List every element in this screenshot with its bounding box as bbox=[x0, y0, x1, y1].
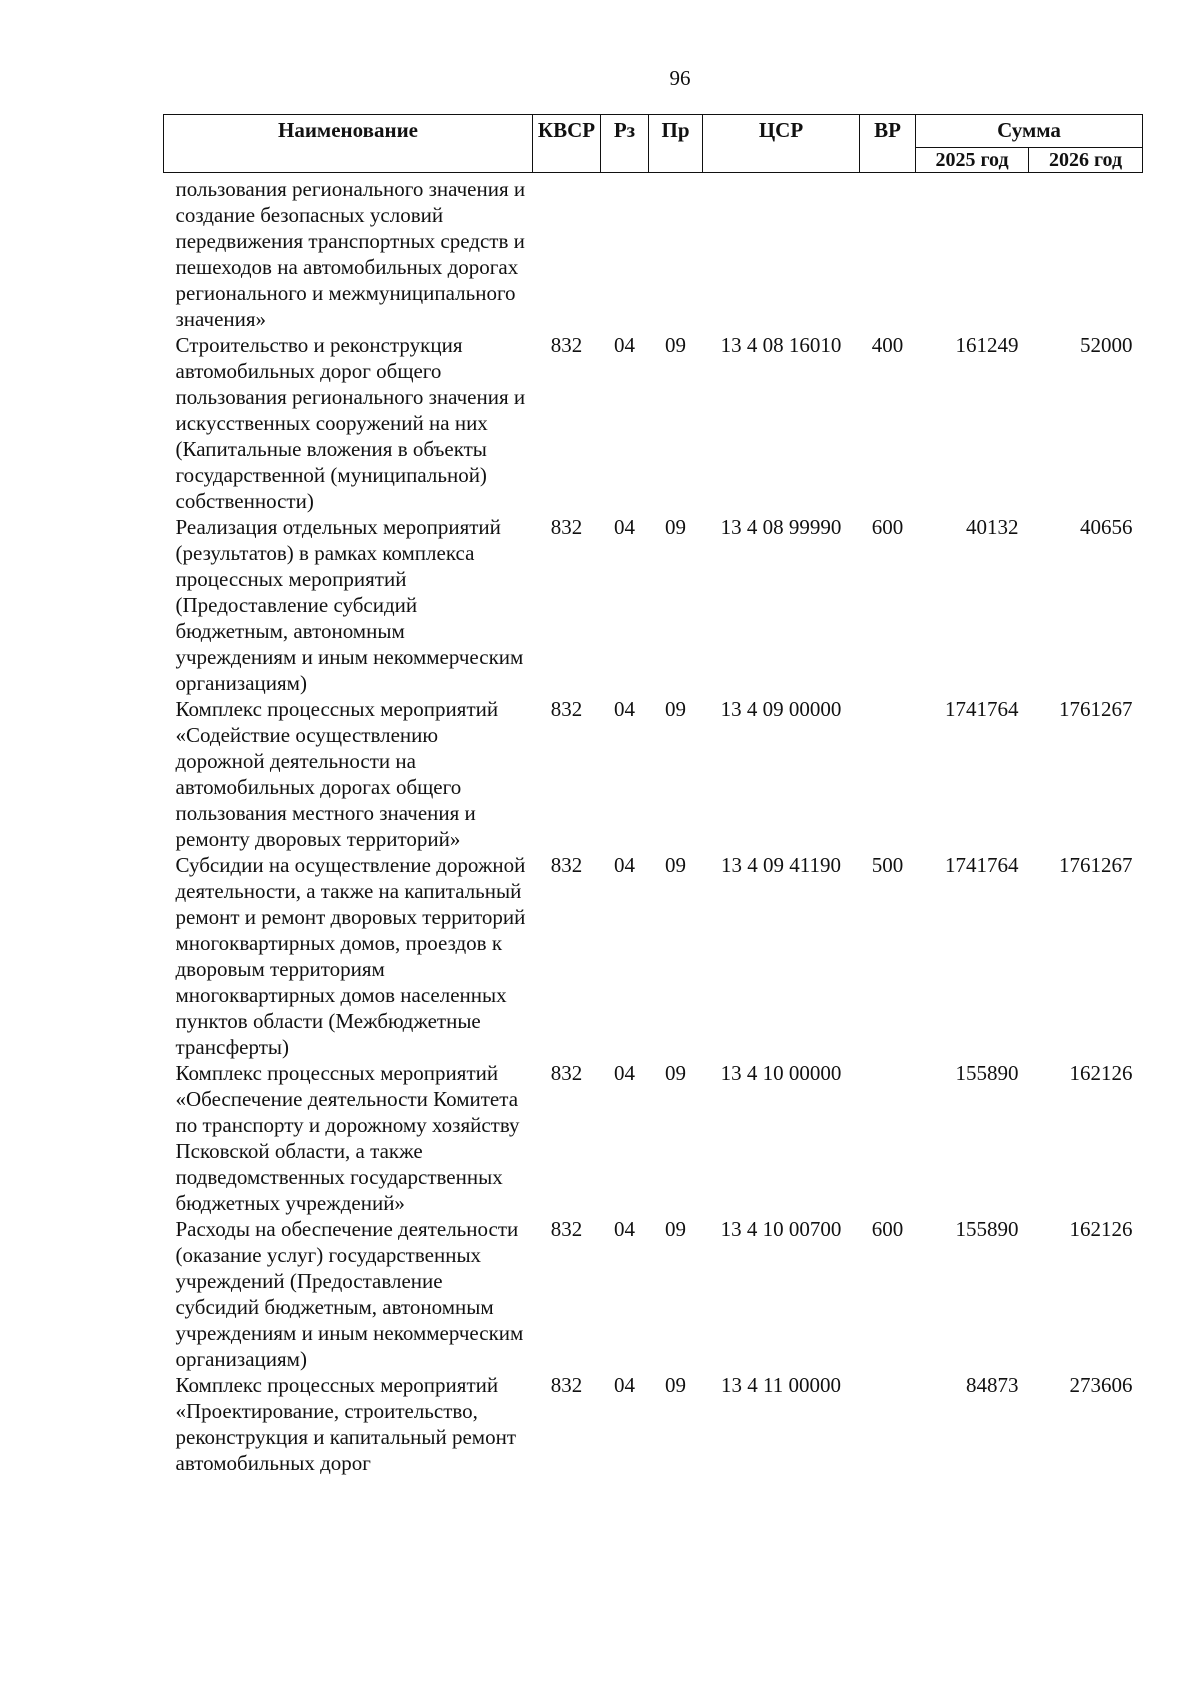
row-csr bbox=[703, 173, 860, 333]
header-vr: ВР bbox=[860, 115, 916, 173]
row-csr: 13 4 09 00000 bbox=[720, 697, 842, 721]
row-pr: 09 bbox=[665, 1373, 686, 1397]
row-sum-2025: 40132 bbox=[966, 515, 1019, 539]
row-pr bbox=[649, 173, 703, 333]
row-rz: 04 bbox=[614, 853, 635, 877]
row-sum-2025 bbox=[916, 173, 1029, 333]
row-kvsr: 832 bbox=[550, 1217, 583, 1241]
row-csr: 13 4 11 00000 bbox=[721, 1373, 841, 1397]
row-csr: 13 4 08 16010 bbox=[720, 333, 842, 357]
row-pr: 09 bbox=[665, 1217, 686, 1241]
row-csr: 13 4 10 00000 bbox=[720, 1061, 842, 1085]
row-pr: 09 bbox=[665, 1061, 686, 1085]
row-rz: 04 bbox=[614, 1217, 635, 1241]
row-vr: 600 bbox=[871, 1217, 904, 1241]
row-name: пользования регионального значения и создание безопасных условий передвижения транспортных средств и пешеходов на автомобильных дорогах регионального и межмуниципального значения» bbox=[175, 177, 526, 331]
header-year-2025: 2025 год bbox=[916, 148, 1029, 173]
header-rz: Рз bbox=[601, 115, 649, 173]
row-kvsr bbox=[533, 173, 601, 333]
row-sum-2026: 162126 bbox=[1069, 1217, 1133, 1241]
row-rz: 04 bbox=[614, 697, 635, 721]
row-vr: 600 bbox=[871, 515, 904, 539]
row-vr bbox=[860, 1060, 916, 1216]
row-vr bbox=[860, 173, 916, 333]
row-kvsr: 832 bbox=[550, 333, 583, 357]
row-rz: 04 bbox=[614, 1061, 635, 1085]
row-name: Субсидии на осуществление дорожной деятельности, а также на капитальный ремонт и ремонт дворовых территорий многоквартирных домов, проездов к дворовым территориям многоквартирных домов населенных пунктов области (Межбюджетные трансферты) bbox=[175, 853, 526, 1059]
row-sum-2025: 161249 bbox=[955, 333, 1019, 357]
row-name: Комплекс процессных мероприятий «Проектирование, строительство, реконструкция и капитальный ремонт автомобильных дорог bbox=[175, 1373, 517, 1475]
table-row bbox=[164, 514, 1143, 696]
row-kvsr: 832 bbox=[550, 853, 583, 877]
row-sum-2026: 52000 bbox=[1080, 333, 1133, 357]
row-sum-2025: 155890 bbox=[955, 1061, 1019, 1085]
table-row bbox=[164, 1060, 1143, 1216]
table-row bbox=[164, 852, 1143, 1060]
row-csr: 13 4 08 99990 bbox=[720, 515, 842, 539]
header-year-2026: 2026 год bbox=[1029, 148, 1143, 173]
row-sum-2025: 84873 bbox=[966, 1373, 1019, 1397]
table-row bbox=[164, 332, 1143, 514]
row-sum-2025: 1741764 bbox=[945, 697, 1019, 721]
row-name: Комплекс процессных мероприятий «Содействие осуществлению дорожной деятельности на автомобильных дорогах общего пользования местного значения и ремонту дворовых территорий» bbox=[175, 697, 499, 851]
row-vr bbox=[860, 696, 916, 852]
row-sum-2026: 40656 bbox=[1080, 515, 1133, 539]
row-name: Строительство и реконструкция автомобильных дорог общего пользования регионального значения и искусственных сооружений на них (Капитальные вложения в объекты государственной (муниципальной) собственности) bbox=[175, 333, 526, 513]
row-pr: 09 bbox=[665, 697, 686, 721]
row-rz: 04 bbox=[614, 333, 635, 357]
table-header bbox=[164, 115, 1143, 173]
row-rz: 04 bbox=[614, 515, 635, 539]
row-pr: 09 bbox=[665, 515, 686, 539]
row-csr: 13 4 09 41190 bbox=[721, 853, 841, 877]
row-sum-2026: 1761267 bbox=[1059, 697, 1133, 721]
row-sum-2025: 1741764 bbox=[945, 853, 1019, 877]
page-number: 96 bbox=[669, 66, 691, 90]
row-kvsr: 832 bbox=[550, 515, 583, 539]
row-kvsr: 832 bbox=[550, 697, 583, 721]
table-row bbox=[164, 173, 1143, 333]
header-sum: Сумма bbox=[916, 115, 1143, 148]
row-vr: 400 bbox=[871, 333, 904, 357]
row-sum-2026: 162126 bbox=[1069, 1061, 1133, 1085]
row-name: Расходы на обеспечение деятельности (оказание услуг) государственных учреждений (Предоставление субсидий бюджетным, автономным учреждениям и иным некоммерческим организациям) bbox=[175, 1217, 524, 1371]
row-sum-2026: 273606 bbox=[1069, 1373, 1133, 1397]
header-kvsr: КВСР bbox=[533, 115, 601, 173]
row-name: Комплекс процессных мероприятий «Обеспечение деятельности Комитета по транспорту и дорожному хозяйству Псковской области, а также подведомственных государственных бюджетных учреждений» bbox=[175, 1061, 520, 1215]
row-name: Реализация отдельных мероприятий (результатов) в рамках комплекса процессных мероприятий (Предоставление субсидий бюджетным, автономным учреждениям и иным некоммерческим организациям) bbox=[175, 515, 524, 695]
row-kvsr: 832 bbox=[550, 1061, 583, 1085]
header-csr: ЦСР bbox=[703, 115, 860, 173]
row-kvsr: 832 bbox=[550, 1373, 583, 1397]
table-body bbox=[164, 173, 1143, 1477]
row-csr: 13 4 10 00700 bbox=[720, 1217, 842, 1241]
row-rz bbox=[601, 173, 649, 333]
header-pr: Пр bbox=[649, 115, 703, 173]
row-rz: 04 bbox=[614, 1373, 635, 1397]
row-sum-2026 bbox=[1029, 173, 1143, 333]
header-name: Наименование bbox=[164, 115, 533, 173]
row-sum-2026: 1761267 bbox=[1059, 853, 1133, 877]
row-pr: 09 bbox=[665, 853, 686, 877]
budget-table bbox=[163, 114, 1143, 1476]
table-row bbox=[164, 1372, 1143, 1476]
table-row bbox=[164, 696, 1143, 852]
table-row bbox=[164, 1216, 1143, 1372]
row-pr: 09 bbox=[665, 333, 686, 357]
row-vr: 500 bbox=[871, 853, 904, 877]
row-vr bbox=[860, 1372, 916, 1476]
row-sum-2025: 155890 bbox=[955, 1217, 1019, 1241]
